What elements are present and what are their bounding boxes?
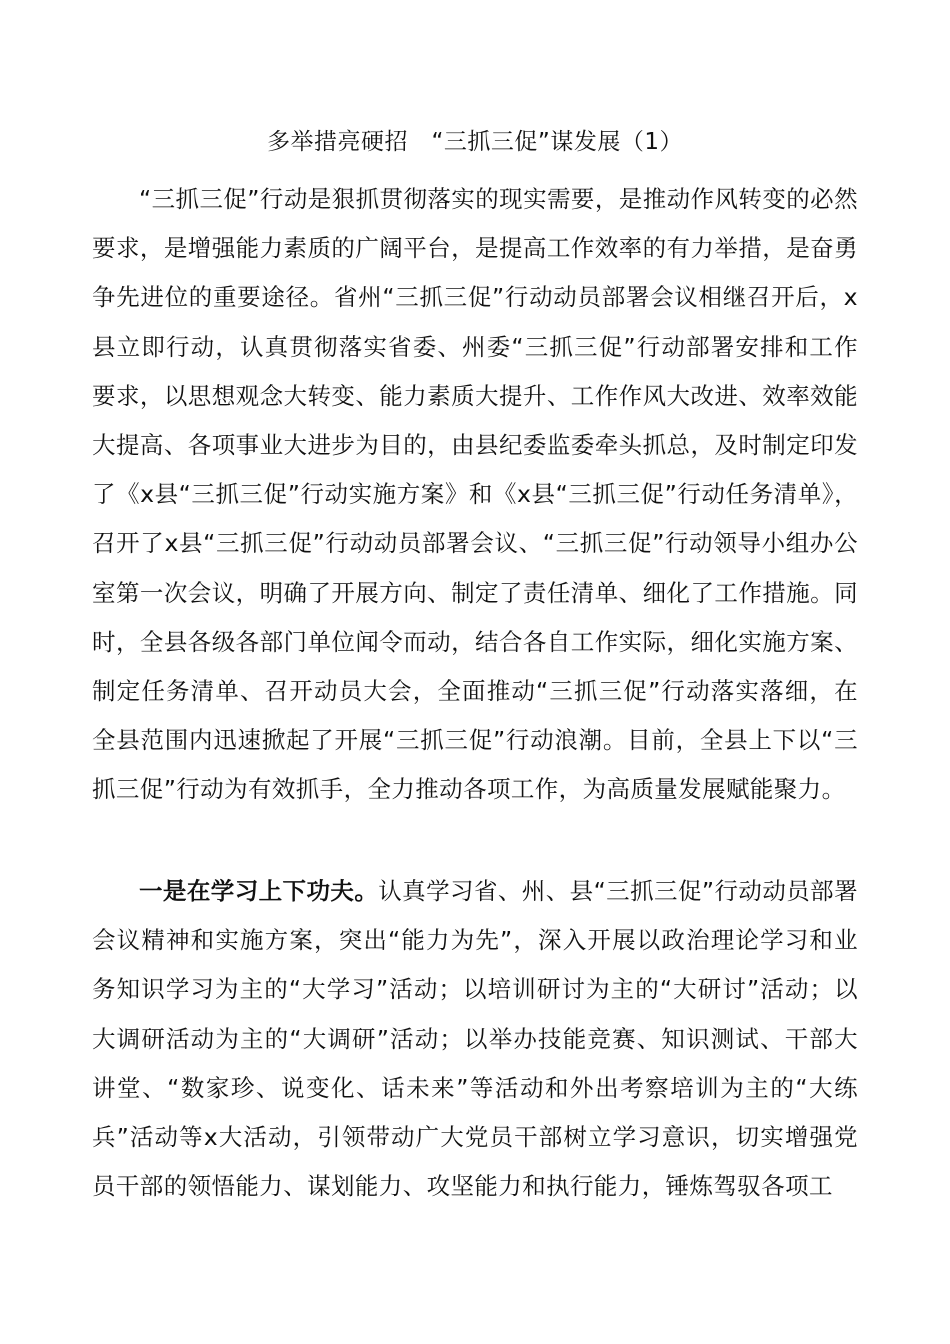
- document-title: 多举措亮硬招 “三抓三促”谋发展（1）: [267, 129, 683, 155]
- paragraph-study: [92, 867, 858, 1211]
- paragraph-intro-text: “三抓三促”行动是狠抓贯彻落实的现实需要，是推动作风转变的必然要求，是增强能力素质的广阔平台，是提高工作效率的有力举措，是奋勇争先进位的重要途径。省州“三抓三促”行动动员部署会议相继召开后，x县立即行动，认真贯彻落实省委、州委“三抓三促”行动部署安排和工作要求，以思想观念大转变、能力素质大提升、工作作风大改进、效率效能大提高、各项事业大进步为目的，由县纪委监委牵头抓总，及时制定印发了《x县“三抓三促”行动实施方案》和《x县“三抓三促”行动任务清单》，召开了x县“三抓三促”行动动员部署会议、“三抓三促”行动领导小组办公室第一次会议，明确了开展方向、制定了责任清单、细化了工作措施。同时，全县各级各部门单位闻令而动，结合各自工作实际，细化实施方案、制定任务清单、召开动员大会，全面推动“三抓三促”行动落实落细，在全县范围内迅速掀起了开展“三抓三促”行动浪潮。目前，全县上下以“三抓三促”行动为有效抓手，全力推动各项工作，为高质量发展赋能聚力。: [92, 185, 858, 804]
- paragraph-intro: [92, 175, 858, 815]
- paragraph-study-lead: 一是在学习上下功夫。: [139, 877, 379, 905]
- paragraph-study-text: 认真学习省、州、县“三抓三促”行动动员部署会议精神和实施方案，突出“能力为先”，深入开展以政治理论学习和业务知识学习为主的“大学习”活动；以培训研讨为主的“大研讨”活动；以大调研活动为主的“大调研”活动；以举办技能竞赛、知识测试、干部大讲堂、“数家珍、说变化、话未来”等活动和外出考察培训为主的“大练兵”活动等x大活动，引领带动广大党员干部树立学习意识，切实增强党员干部的领悟能力、谋划能力、攻坚能力和执行能力，锤炼驾驭各项工: [92, 877, 858, 1201]
